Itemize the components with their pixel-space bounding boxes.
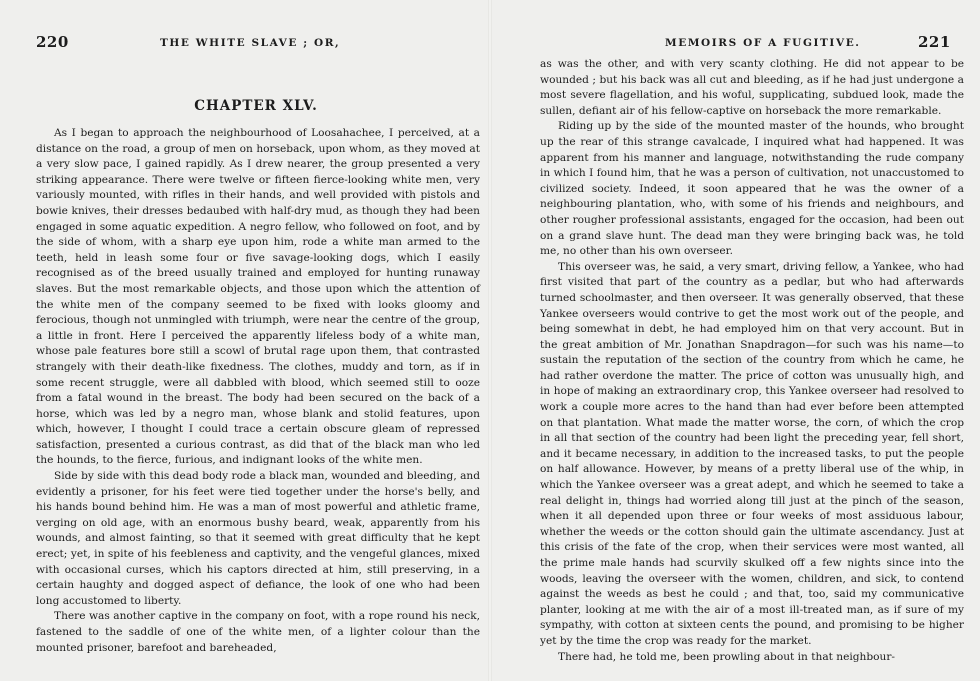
chapter-title: CHAPTER XLV. xyxy=(194,98,318,114)
paragraph: This overseer was, he said, a very smart, driving fellow, a Yankee, who had first visited that part of the country as a pedlar, but who had afterwards turned schoolmaster, and then overseer. It was generally observed, that these Yankee overseers would contrive to get the most work out of the people, and being somewhat in debt, he had employed him on that very account. But in the great ambition of Mr. Jonathan Snapdragon—for such was his name—to sustain the reputation of the section of the country from which he came, he had rather overdone the matter. The price of cotton was unusually high, and in hope of making an extraordinary crop, this Yankee overseer had resolved to work a couple more acres to the hand than had ever before been attempted on that plantation. What made the matter worse, the corn, of which the crop in all that section of the country had been light the preceding year, fell short, and it became necessary, in addition to the increased tasks, to put the people on half allowance. However, by means of a pretty liberal use of the whip, in which the Yankee overseer was a great adept, and which he seemed to take a real delight in, things had worried along till just at the pinch of the season, when it all depended upon three or four weeks of most assiduous labour, whether the weeds or the cotton should gain the ultimate ascendancy. Just at this crisis of the fate of the crop, when their services were most wanted, all the prime male hands had scurvily skulked off a few nights since into the woods, leaving the overseer with the women, children, and sick, to contend against the weeds as best he could ; and that, too, said my communicative planter, looking at me with the air of a most ill-treated man, as if sure of my sympathy, with cotton at sixteen cents the pound, and promising to be higher yet by the time the crop was ready for the market. xyxy=(540,260,964,647)
body-text xyxy=(540,57,964,665)
page-number: 220 xyxy=(36,33,69,51)
paragraph: There was another captive in the company on foot, with a rope round his neck, fastened to the saddle of one of the white men, of a lighter colour than the mounted prisoner, barefoot and bareheaded, xyxy=(36,610,480,654)
page-number: 221 xyxy=(918,33,951,51)
running-head: THE WHITE SLAVE ; OR, xyxy=(160,37,341,49)
paragraph: Side by side with this dead body rode a black man, wounded and bleeding, and evidently a prisoner, for his feet were tied together under the horse's belly, and his hands bound behind him. He was a man of most powerful and athletic frame, verging on old age, with an enormous bushy beard, weak, apparently from his wounds, and almost fainting, so that it seemed with great difficulty that he kept erect; yet, in spite of his feebleness and captivity, and the vengeful glances, mixed with occasional curses, which his captors directed at him, still preserving, in a certain haughty and dogged aspect of defiance, the look of one who had been long accustomed to liberty. xyxy=(36,470,480,607)
paragraph: as was the other, and with very scanty clothing. He did not appear to be wounded ; but his back was all cut and bleeding, as if he had just undergone a most severe flagellation, and his woful, supplicating, subdued look, made the sullen, defiant air of his fellow-captive on horseback the more remarkable. xyxy=(540,58,964,117)
paragraph: As I began to approach the neighbourhood of Loosahachee, I perceived, at a distance on the road, a group of men on horseback, upon whom, as they moved at a very slow pace, I gained rapidly. As I drew nearer, the group presented a very striking appearance. There were twelve or fifteen fierce-looking white men, very variously mounted, with rifles in their hands, and well provided with pistols and bowie knives, their dresses bedaubed with half-dry mud, as though they had been engaged in some aquatic expedition. A negro fellow, who followed on foot, and by the side of whom, with a sharp eye upon him, rode a white man armed to the teeth, held in leash some four or five savage-looking dogs, which I easily recognised as of the breed usually trained and employed for hunting runaway slaves. But the most remarkable objects, and those upon which the attention of the white men of the company seemed to be fixed with looks gloomy and ferocious, though not unmingled with triumph, were near the centre of the group, a little in front. Here I perceived the apparently lifeless body of a white man, whose pale features bore still a scowl of brutal rage upon them, that contrasted strangely with their death-like fixedness. The clothes, muddy and torn, as if in some recent struggle, were all dabbled with blood, which seemed still to ooze from a fatal wound in the breast. The body had been secured on the back of a horse, which was led by a negro man, whose blank and stolid features, upon which, however, I thought I could trace a certain obscure gleam of repressed satisfaction, presented a curious contrast, as did that of the black man who led the hounds, to the fierce, furious, and indignant looks of the white men. xyxy=(36,127,480,467)
paragraph: There had, he told me, been prowling about in that neighbour- xyxy=(558,650,895,663)
right-page xyxy=(490,0,980,681)
running-head: MEMOIRS OF A FUGITIVE. xyxy=(665,37,861,49)
body-text xyxy=(36,126,480,656)
paragraph: Riding up by the side of the mounted master of the hounds, who brought up the rear of this strange cavalcade, I inquired what had happened. It was apparent from his manner and language, notwithstanding the rude company in which I found him, that he was a person of cultivation, not unaccustomed to civilized society. Indeed, it soon appeared that he was the owner of a neighbouring plantation, who, with some of his friends and neighbours, and other rougher professional assistants, engaged for the occasion, had been out on a grand slave hunt. The dead man they were bringing back was, he told me, no other than his own overseer. xyxy=(540,120,964,258)
